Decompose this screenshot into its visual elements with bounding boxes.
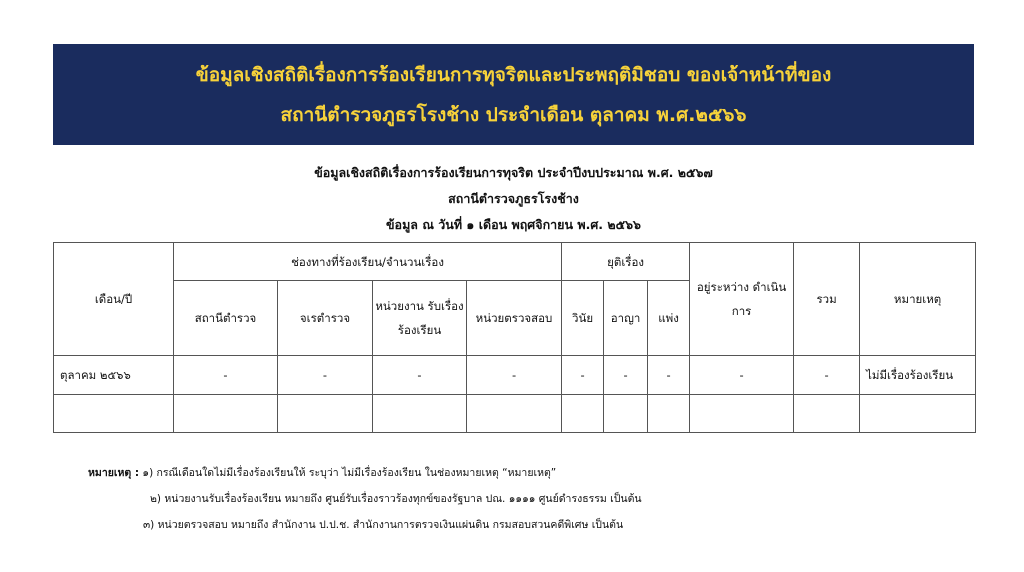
- table-row: [54, 355, 976, 394]
- header-closed-discipline: วินัย: [562, 281, 604, 355]
- empty-cell: [690, 394, 794, 432]
- cell-inspector: -: [278, 355, 373, 394]
- header-channel-complaint-unit: หน่วยงาน รับเรื่อง ร้องเรียน: [373, 281, 467, 355]
- cell-month: ตุลาคม ๒๕๖๖: [54, 355, 174, 394]
- header-channel-inspector: จเรตำรวจ: [278, 281, 373, 355]
- empty-cell: [860, 394, 976, 432]
- header-closed: ยุติเรื่อง: [562, 243, 690, 281]
- header-closed-civil: แพ่ง: [648, 281, 690, 355]
- header-total: รวม: [794, 243, 860, 356]
- cell-total: -: [794, 355, 860, 394]
- cell-complaint-unit: -: [373, 355, 467, 394]
- title-banner: [53, 44, 974, 145]
- empty-cell: [467, 394, 562, 432]
- cell-criminal: -: [604, 355, 648, 394]
- empty-cell: [278, 394, 373, 432]
- notes-label: หมายเหตุ :: [88, 467, 140, 479]
- table-row-empty: [54, 394, 976, 432]
- cell-civil: -: [648, 355, 690, 394]
- header-in-progress: อยู่ระหว่าง ดำเนินการ: [690, 243, 794, 356]
- note-1-text: ๑) กรณีเดือนใดไม่มีเรื่องร้องเรียนให้ ระบุว่า ไม่มีเรื่องร้องเรียน ในช่องหมายเหตุ “หมายเหตุ”: [142, 467, 557, 479]
- header-month: เดือน/ปี: [54, 243, 174, 356]
- subtitle-block: [53, 160, 974, 238]
- empty-cell: [604, 394, 648, 432]
- cell-discipline: -: [562, 355, 604, 394]
- header-channel-audit-unit: หน่วยตรวจสอบ: [467, 281, 562, 355]
- complaint-statistics-table: [53, 242, 976, 433]
- table-header-row: [54, 243, 976, 281]
- cell-audit-unit: -: [467, 355, 562, 394]
- note-2: ๒) หน่วยงานรับเรื่องร้องเรียน หมายถึง ศูนย์รับเรื่องราวร้องทุกข์ของรัฐบาล ปณ. ๑๑๑๑ ศูนย์ดำรงธรรม เป็นต้น: [150, 493, 642, 505]
- cell-remark: ไม่มีเรื่องร้องเรียน: [860, 355, 976, 394]
- banner-title-line1: ข้อมูลเชิงสถิติเรื่องการร้องเรียนการทุจริตและประพฤติมิชอบ ของเจ้าหน้าที่ของ: [195, 63, 832, 86]
- header-channels: ช่องทางที่ร้องเรียน/จำนวนเรื่อง: [174, 243, 562, 281]
- subtitle-line2: สถานีตำรวจภูธรโรงช้าง: [448, 191, 579, 206]
- header-closed-criminal: อาญา: [604, 281, 648, 355]
- empty-cell: [54, 394, 174, 432]
- subtitle-line1: ข้อมูลเชิงสถิติเรื่องการร้องเรียนการทุจริต ประจำปีงบประมาณ พ.ศ. ๒๕๖๗: [314, 165, 713, 180]
- empty-cell: [794, 394, 860, 432]
- subtitle-line3: ข้อมูล ณ วันที่ ๑ เดือน พฤศจิกายน พ.ศ. ๒๕๖๖: [386, 217, 641, 232]
- cell-station: -: [174, 355, 278, 394]
- note-1: [88, 460, 642, 486]
- empty-cell: [562, 394, 604, 432]
- empty-cell: [373, 394, 467, 432]
- empty-cell: [174, 394, 278, 432]
- banner-title-line2: สถานีตำรวจภูธรโรงช้าง ประจำเดือน ตุลาคม พ.ศ.๒๕๖๖: [280, 103, 747, 126]
- note-3: ๓) หน่วยตรวจสอบ หมายถึง สำนักงาน ป.ป.ช. สำนักงานการตรวจเงินแผ่นดิน กรมสอบสวนคดีพิเศษ เป็นต้น: [143, 519, 624, 531]
- empty-cell: [648, 394, 690, 432]
- notes-block: [88, 460, 642, 538]
- header-remark: หมายเหตุ: [860, 243, 976, 356]
- header-channel-station: สถานีตำรวจ: [174, 281, 278, 355]
- cell-in-progress: -: [690, 355, 794, 394]
